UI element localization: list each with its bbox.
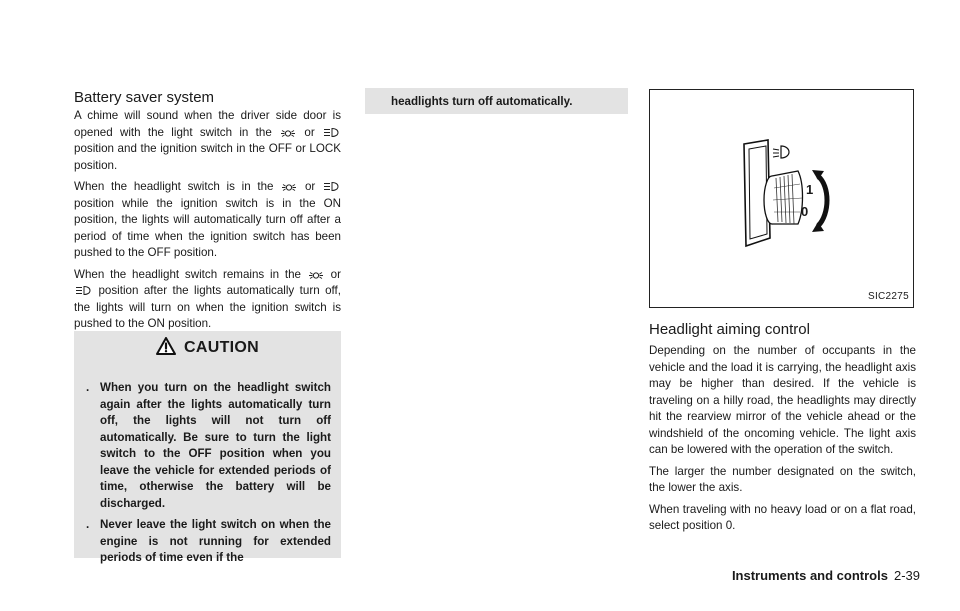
parking-light-icon [280,129,296,138]
parking-light-icon [281,183,297,192]
battery-p3-end: position after the lights automatically turn off, the lights will turn on when the ignition switch is pushed to the ON position. [74,284,341,330]
caution-bullet: . [86,518,90,531]
parking-light-icon [308,271,324,280]
headlight-icon [323,127,340,138]
caution-item-text: Never leave the light switch on when the engine is not running for extended periods of time even if the [100,518,331,564]
section-title-headlight-aiming: Headlight aiming control [649,321,810,338]
battery-p1-start: A chime will sound when the driver side door is opened with the light switch in the [74,109,341,139]
headlight-aiming-body [649,343,916,540]
page-number: 2-39 [893,568,920,583]
rotate-arrow-icon [812,170,827,232]
warning-triangle-icon [156,337,176,360]
battery-paragraph-3 [74,267,341,333]
figure-code: SIC2275 [867,291,909,302]
battery-p2-or: or [304,180,316,193]
caution-item [74,380,341,512]
battery-p2-end: position while the ignition switch is in the ON position, the lights will automatically turn off after a period of time when the ignition switch has been pushed to the OFF position. [74,196,341,259]
battery-p3-start: When the headlight switch remains in the [74,267,301,281]
footer-section-name: Instruments and controls [731,568,888,583]
battery-paragraph-2 [74,179,341,262]
headlight-icon [75,285,92,296]
aiming-dial [764,171,803,224]
battery-p2-start: When the headlight switch is in the [74,180,274,193]
caution-item-text: When you turn on the headlight switch again after the lights automatically turn off, the lights will not turn off automatically. Be sure to turn the light switch to the OFF position when you leave the vehicle for extended periods of time, otherwise the battery will be discharged. [100,381,331,510]
caution-continuation-text: headlights turn off automatically. [391,95,573,108]
headlight-icon [323,181,340,192]
caution-heading: CAUTION [184,339,259,356]
aiming-headlight-icon [773,146,789,158]
battery-p3-or: or [330,267,341,281]
section-title-battery-saver: Battery saver system [74,89,215,106]
battery-p1-end: position and the ignition switch in the OFF or LOCK position. [74,142,341,172]
aiming-paragraph-3: When traveling with no heavy load or on a flat road, select position 0. [649,502,916,532]
page-footer [732,568,920,583]
battery-paragraph-1 [74,108,341,174]
aiming-paragraph-1: Depending on the number of occupants in the vehicle and the load it is carrying, the headlight axis may be higher than desired. If the vehicle is traveling on a hilly road, the headlights may directly hit the rearview mirror of the vehicle ahead or the windshield of the oncoming vehicle. The light axis can be lowered with the operation of the switch. [649,344,916,456]
caution-box [74,331,341,564]
caution-list [74,365,341,567]
headlight-aiming-figure [649,89,914,308]
caution-header [74,331,341,365]
aiming-dial-illustration [738,138,848,253]
caution-bullet: . [86,381,90,394]
caution-item [74,517,341,567]
battery-p1-or: or [304,125,315,139]
dial-label-0: 0 [801,204,809,219]
battery-saver-body [74,108,341,338]
aiming-paragraph-2: The larger the number designated on the switch, the lower the axis. [649,464,916,494]
dial-label-1: 1 [806,182,814,197]
